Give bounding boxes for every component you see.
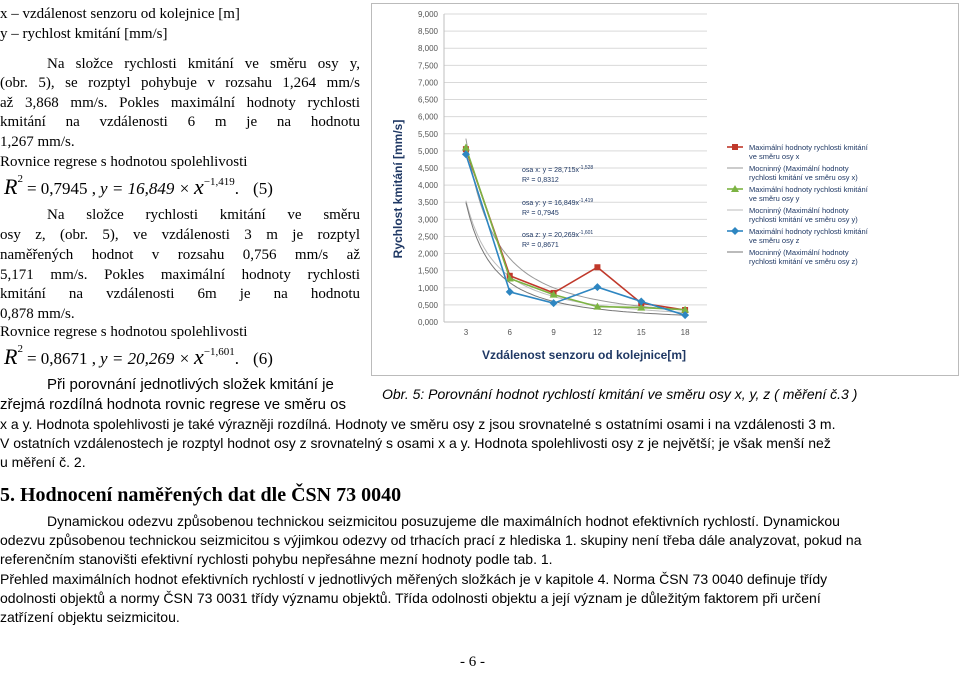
legend-text-line: rychlosti kmitání ve směru osy x) (749, 173, 858, 182)
y-tick-label: 4,000 (417, 181, 438, 191)
para2-line2: osy z, (obr. 5), ve vzdálenosti 3 m je rozptyl (0, 227, 360, 243)
body-line-2: V ostatních vzdálenostech je rozptyl hodnot osy z srovnatelný s osami x a y. Hodnota spolehlivosti osy z je největší; je však menší než (0, 435, 831, 451)
y-tick-labels (418, 10, 439, 327)
body-line-3: u měření č. 2. (0, 454, 86, 470)
legend-entry (749, 164, 858, 182)
y-tick-label: 7,500 (417, 61, 438, 71)
para1-line5: 1,267 mm/s. (0, 134, 75, 150)
legend-entry (749, 143, 869, 161)
legend-text-line: Maximální hodnoty rychlosti kmitání (749, 227, 868, 236)
x-tick-label: 9 (551, 328, 556, 337)
equation-number-6: (6) (253, 349, 273, 368)
x-tick-labels (464, 328, 690, 337)
y-tick-label: 5,000 (417, 146, 438, 156)
legend-text-line: Maximální hodnoty rychlosti kmitání (749, 143, 868, 152)
equation-5: $R^2 = 0,7945$ , $y = 16,849 \times x^{-1,419}$. (5) (4, 173, 273, 199)
trendlines (466, 139, 685, 316)
y-tick-label: 8,500 (417, 27, 438, 37)
x-tick-label: 15 (636, 328, 646, 337)
figure-caption: Obr. 5: Porovnání hodnot rychlostí kmitání ve směru osy x, y, z ( měření č.3 ) (382, 386, 858, 402)
y-tick-label: 0,500 (417, 300, 438, 310)
y-tick-label: 9,000 (417, 10, 438, 19)
trendline (466, 139, 685, 311)
para2-line3: naměřených hodnot v rozsahu 0,756 mm/s až (0, 247, 360, 263)
y-tick-label: 2,000 (417, 249, 438, 259)
y-tick-label: 6,000 (417, 112, 438, 122)
legend-text-line: rychlosti kmitání ve směru osy y) (749, 215, 858, 224)
section-line-1: Dynamickou odezvu způsobenou technickou seizmicitou posuzujeme dle maximálních hodnot efektivních rychlostí. Dynamickou (47, 513, 840, 529)
y-tick-label: 1,500 (417, 266, 438, 276)
y-tick-label: 6,500 (417, 95, 438, 105)
legend-entry (749, 248, 858, 266)
para1-line2: (obr. 5), se rozptyl pohybuje v rozsahu 1,264 mm/s (0, 75, 360, 91)
section-heading: 5. Hodnocení naměřených dat dle ČSN 73 0040 (0, 484, 402, 506)
regression-exponent: -1,528 (579, 165, 594, 171)
y-axis-title: Rychlost kmitání [mm/s] (391, 119, 405, 259)
legend-text-line: Maximální hodnoty rychlosti kmitání (749, 185, 868, 194)
legend-text-line: Mocninný (Maximální hodnoty (749, 248, 849, 257)
y-tick-label: 2,500 (417, 232, 438, 242)
equation-number-5: (5) (253, 179, 273, 198)
section-line-5: odolnosti objektů a normy ČSN 73 0031 třídy významu objektů. Třída odolnosti objektu a její význam je důležitým faktorem při určení (0, 590, 821, 606)
para1-line1: Na složce rychlosti kmitání ve směru osy y, (47, 56, 360, 72)
x-tick-label: 6 (507, 328, 512, 337)
para2-line5: kmitání na vzdálenosti 6m je na hodnotu (0, 286, 360, 302)
y-tick-label: 7,000 (417, 78, 438, 88)
data-point (593, 283, 601, 291)
para2-line1: Na složce rychlosti kmitání ve směru (47, 207, 360, 223)
legend-text-line: ve směru osy y (749, 194, 800, 203)
regression-r2: R² = 0,8671 (522, 242, 559, 249)
regression-r2: R² = 0,7945 (522, 210, 559, 217)
para3-line2: zřejmá rozdílná hodnota rovnic regrese ve směru os (0, 396, 346, 413)
legend-text-line: ve směru osy z (749, 236, 800, 245)
y-tick-label: 3,000 (417, 215, 438, 225)
y-tick-label: 3,500 (417, 198, 438, 208)
y-tick-label: 8,000 (417, 44, 438, 54)
variable-def-y: y – rychlost kmitání [mm/s] (0, 26, 168, 42)
para1-line4: kmitání na vzdálenosti 6 m je na hodnotu (0, 114, 360, 130)
section-line-3: referenčním stanovišti efektivní rychlosti pohybu nepřesáhne mezní hodnoty podle tab. 1. (0, 551, 553, 567)
y-tick-label: 0,000 (417, 318, 438, 327)
legend-text-line: Mocninný (Maximální hodnoty (749, 206, 849, 215)
regression-exponent: -1,419 (579, 198, 594, 204)
regression-equation: osa x: $y = 28,715x^{-1,528}$ (522, 165, 594, 174)
legend-entry (749, 185, 869, 203)
para2-line4: 5,171 mm/s. Pokles maximální hodnoty rychlosti (0, 267, 360, 283)
y-tick-label: 1,000 (417, 283, 438, 293)
x-tick-label: 18 (680, 328, 690, 337)
section-line-6: zatřízení objektu seizmicitou. (0, 609, 180, 625)
regression-equation: osa z: $y = 20,269x^{-1,601}$ (522, 230, 594, 239)
chart-svg (372, 4, 958, 375)
regression-r2: R² = 0,8312 (522, 177, 559, 184)
section-line-2: odezvu způsobenou technickou seizmicitou s výjimkou odezvy od trhacích prací z hlediska 1. skupiny není třeba dále analyzovat, pokud na (0, 532, 862, 548)
regression-exponent: -1,601 (579, 230, 594, 236)
para2-line7: Rovnice regrese s hodnotou spolehlivosti (0, 324, 248, 340)
legend-text-line: Mocninný (Maximální hodnoty (749, 164, 849, 173)
legend-text-line: ve směru osy x (749, 152, 800, 161)
equation-6: $R^2 = 0,8671$ , $y = 20,269 \times x^{-1,601}$. (6) (4, 343, 273, 369)
x-tick-label: 3 (463, 328, 469, 337)
variable-def-x: x – vzdálenost senzoru od kolejnice [m] (0, 6, 240, 22)
x-axis-title: Vzdálenost senzoru od kolejnice[m] (481, 348, 687, 362)
data-point (506, 288, 514, 296)
legend-text-line: rychlosti kmitání ve směru osy z) (749, 257, 858, 266)
data-point (731, 227, 739, 235)
velocity-chart (371, 3, 959, 376)
data-point (594, 264, 600, 270)
y-tick-label: 5,500 (417, 129, 438, 139)
legend-entry (749, 227, 869, 245)
para1-line3: až 3,868 mm/s. Pokles maximální hodnoty rychlosti (0, 95, 360, 111)
page-number: - 6 - (460, 654, 485, 670)
body-line-1: x a y. Hodnota spolehlivosti je také výrazněji rozdílná. Hodnoty ve směru osy z jsou srovnatelné s ostatními osami i na vzdálenosti 3 m. (0, 416, 836, 432)
data-point (732, 144, 738, 150)
section-line-4: Přehled maximálních hodnot efektivních rychlostí v jednotlivých měřených složkách je v kapitole 4. Norma ČSN 73 0040 definuje třídy (0, 571, 828, 587)
legend-entry (749, 206, 858, 224)
x-tick-label: 12 (592, 328, 602, 337)
para3-line1: Při porovnání jednotlivých složek kmitání je (47, 376, 334, 393)
para2-line6: 0,878 mm/s. (0, 306, 75, 322)
para1-line6: Rovnice regrese s hodnotou spolehlivosti (0, 154, 248, 170)
regression-equation: osa y: $y = 16,849x^{-1,419}$ (522, 198, 594, 207)
chart-legend (727, 143, 869, 266)
y-tick-label: 4,500 (417, 164, 438, 173)
